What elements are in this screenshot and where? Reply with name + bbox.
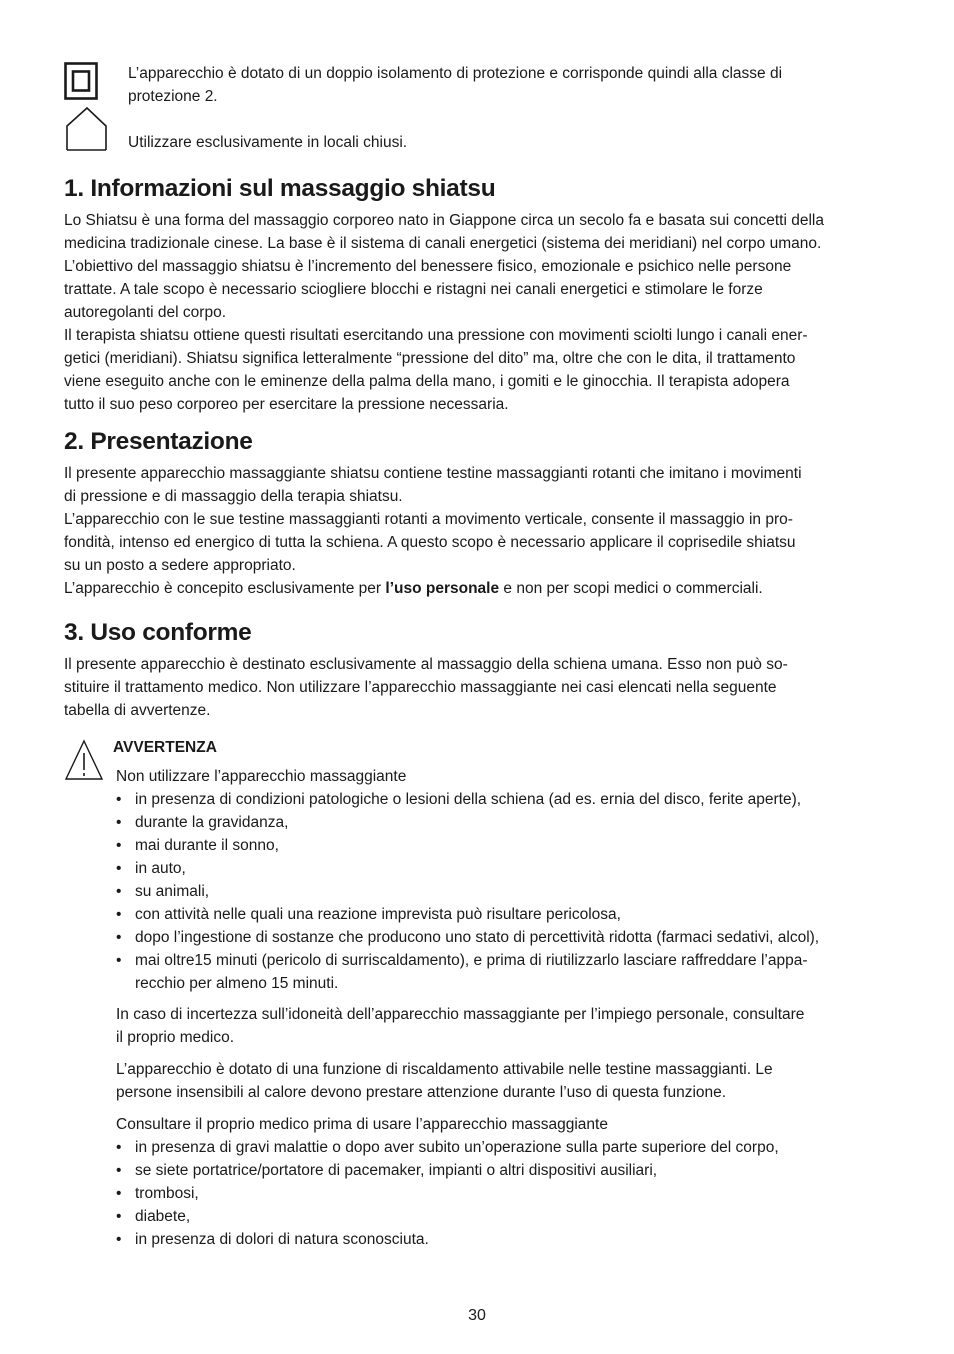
section1-paragraph-1 (64, 209, 890, 324)
double-insulation-icon (64, 62, 98, 100)
text-line: trattate. A tale scopo è necessario sciogliere blocchi e ristagni nei canali energetici e stimolare le forze (64, 281, 763, 298)
text-line: In caso di incertezza sull’idoneità dell’apparecchio massaggiante per l’impiego personale, consultare (116, 1006, 805, 1023)
warning-doubt-paragraph (116, 1003, 890, 1049)
text-line: medicina tradizionale cinese. La base è il sistema di canali energetici (sistema dei meridiani) nel corpo umano. (64, 235, 822, 252)
section2-paragraph-1 (64, 462, 890, 508)
list-item (116, 949, 890, 995)
list-item: • in auto, (116, 857, 890, 880)
list-item: • in presenza di gravi malattie o dopo aver subito un’operazione sulla parte superiore del corpo, (116, 1136, 890, 1159)
text-line: Il presente apparecchio è destinato esclusivamente al massaggio della schiena umana. Esso non può so- (64, 656, 788, 673)
class2-text-line: L’apparecchio è dotato di un doppio isolamento di protezione e corrisponde quindi alla classe di (128, 65, 783, 82)
list-item: • diabete, (116, 1205, 890, 1228)
text-line: L’apparecchio con le sue testine massaggianti rotanti a movimento verticale, consente il massaggio in pro- (64, 511, 793, 528)
text-run: L’apparecchio è concepito esclusivamente per (64, 580, 386, 597)
text-line: di pressione e di massaggio della terapia shiatsu. (64, 488, 403, 505)
text-line: autoregolanti del corpo. (64, 304, 227, 321)
text-line: getici (meridiani). Shiatsu significa letteralmente “pressione del dito” ma, oltre che con le dita, il trattamento (64, 350, 796, 367)
warning-triangle-icon (64, 739, 104, 781)
warning-intro: Non utilizzare l’apparecchio massaggiante (116, 768, 407, 785)
bold-personal-use: l’uso personale (385, 580, 500, 597)
warning-intro-2: Consultare il proprio medico prima di usare l’apparecchio massaggiante (116, 1116, 608, 1133)
text-line: fondità, intenso ed energico di tutta la schiena. A questo scopo è necessario applicare il coprisedile shiatsu (64, 534, 796, 551)
house-indoor-icon (64, 106, 108, 152)
text-line: Il presente apparecchio massaggiante shiatsu contiene testine massaggianti rotanti che imitano i movimenti (64, 465, 802, 482)
text-line: persone insensibili al calore devono prestare attenzione durante l’uso di questa funzione. (116, 1084, 727, 1101)
list-item: • in presenza di condizioni patologiche o lesioni della schiena (ad es. ernia del disco, ferite aperte), (116, 788, 890, 811)
warning-heat-paragraph (116, 1058, 890, 1104)
text-line: il proprio medico. (116, 1029, 235, 1046)
section2-paragraph-2 (64, 508, 890, 577)
text-run: e non per scopi medici o commerciali. (499, 580, 763, 597)
class2-text (128, 62, 888, 108)
text-line: su un posto a sedere appropriato. (64, 557, 296, 574)
text-line: L’obiettivo del massaggio shiatsu è l’incremento del benessere fisico, emozionale e psichico nelle persone (64, 258, 792, 275)
list-item: • mai durante il sonno, (116, 834, 890, 857)
section-heading-2: 2. Presentazione (64, 428, 253, 455)
text-line: stituire il trattamento medico. Non utilizzare l’apparecchio massaggiante nei casi elencati nella seguente (64, 679, 777, 696)
section-heading-1: 1. Informazioni sul massaggio shiatsu (64, 175, 496, 202)
list-item: • con attività nelle quali una reazione imprevista può risultare pericolosa, (116, 903, 890, 926)
text-line: • mai oltre15 minuti (pericolo di surriscaldamento), e prima di riutilizzarlo lasciare raffreddare l’appa- (135, 952, 808, 969)
warning-list-1 (116, 788, 890, 995)
section3-paragraph-1 (64, 653, 890, 722)
indoor-text: Utilizzare esclusivamente in locali chiusi. (128, 134, 408, 151)
text-line: Lo Shiatsu è una forma del massaggio corporeo nato in Giappone circa un secolo fa e basata sui concetti della (64, 212, 824, 229)
list-item: • trombosi, (116, 1182, 890, 1205)
text-line: tabella di avvertenze. (64, 702, 211, 719)
warning-list-2 (116, 1136, 890, 1251)
list-item: • in presenza di dolori di natura sconosciuta. (116, 1228, 890, 1251)
list-item: • dopo l’ingestione di sostanze che producono uno stato di percettività ridotta (farmaci sedativi, alcol), (116, 926, 890, 949)
list-item: • su animali, (116, 880, 890, 903)
warning-title: AVVERTENZA (113, 739, 217, 756)
text-line: Il terapista shiatsu ottiene questi risultati esercitando una pressione con movimenti sciolti lungo i canali ener- (64, 327, 808, 344)
text-line: recchio per almeno 15 minuti. (135, 975, 339, 992)
section1-paragraph-2 (64, 324, 890, 416)
page-number: 30 (468, 1307, 486, 1324)
list-item: • se siete portatrice/portatore di pacemaker, impianti o altri dispositivi ausiliari, (116, 1159, 890, 1182)
text-line: L’apparecchio è dotato di una funzione di riscaldamento attivabile nelle testine massaggianti. Le (116, 1061, 773, 1078)
section2-paragraph-3 (64, 577, 890, 600)
section-heading-3: 3. Uso conforme (64, 619, 252, 646)
text-line: tutto il suo peso corporeo per esercitare la pressione necessaria. (64, 396, 509, 413)
list-item: • durante la gravidanza, (116, 811, 890, 834)
class2-text-line: protezione 2. (128, 88, 218, 105)
text-line: viene eseguito anche con le eminenze della palma della mano, i gomiti e le ginocchia. Il terapista adopera (64, 373, 790, 390)
